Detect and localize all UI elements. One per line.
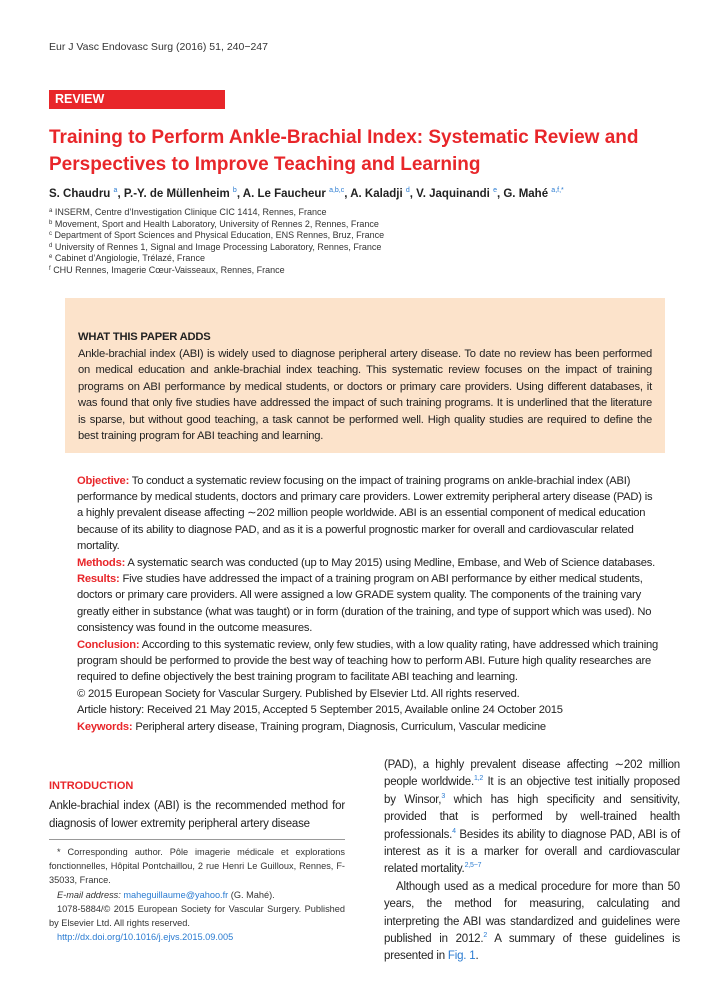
email-note: E-mail address: maheguillaume@yahoo.fr (G. Mahé). bbox=[57, 889, 275, 900]
paragraph: Although used as a medical procedure for more than 50 years, the method for measuring, calculating and interpreting the ABI was standardized and guidelines were published in 2012.$^2$ A summary of these guidelines is presented in Fig. 1. bbox=[384, 880, 680, 963]
left-column bbox=[49, 757, 345, 944]
right-column-text bbox=[384, 757, 680, 966]
article-history: Article history: Received 21 May 2015, Accepted 5 September 2015, Available online 24 October 2015 bbox=[77, 704, 563, 717]
footnotes bbox=[49, 845, 345, 944]
box-text: Ankle-brachial index (ABI) is widely used to diagnose peripheral artery disease. To date no review has been performed on medical education and ankle-brachial index teaching. This systematic review focuses on the impact of training programs on ABI performance by medical students, or doctors or primary care providers. Using different databases, it was found that only five studies have addressed the impact of such training programs. It is underlined that the literature is sparse, but without good teaching, a task cannot be performed well. High quality studies are required to define the best training program for ABI teaching and learning. bbox=[78, 347, 652, 442]
author[interactable]: G. Mahé $^{a,f,*}$ bbox=[503, 187, 564, 200]
section-label: REVIEW bbox=[49, 90, 225, 109]
author[interactable]: V. Jaquinandi $^e$ bbox=[416, 187, 497, 200]
doi-link[interactable]: http://dx.doi.org/10.1016/j.ejvs.2015.09.005 bbox=[57, 932, 234, 943]
doi-note bbox=[49, 930, 345, 944]
author[interactable]: P.-Y. de Müllenheim $^b$ bbox=[123, 187, 237, 200]
abstract-methods: Methods: A systematic search was conducted (up to May 2015) using Medline, Embase, and Web of Science databases. bbox=[77, 556, 656, 569]
abstract-results: Results: Five studies have addressed the impact of a training program on ABI performance by either medical students, doctors or primary care providers. All were assigned a low GRADE system quality. The components of the training vary greatly either in substance (what was taught) or in form (duration of the training, and type of support which was used). No consistency was found in the outcome measures. bbox=[77, 572, 652, 635]
paragraph: (PAD), a highly prevalent disease affecting ∼202 million people worldwide.$^{1,2}$ It is an objective test initially proposed by Winsor,$^3$ which has high specificity and sensitivity, provided that is performed by well-trained health professionals.$^4$ Besides its ability to diagnose PAD, ABI is of interest as it is a marker for overall and cardiovascular related mortality.$^{2,5-7}$ bbox=[384, 759, 681, 876]
body-columns bbox=[49, 757, 680, 966]
affiliation: $^a$ INSERM, Centre d’Investigation Clinique CIC 1414, Rennes, France bbox=[49, 207, 327, 217]
introduction-text: Ankle-brachial index (ABI) is the recommended method for diagnosis of lower extremity peripheral artery disease bbox=[49, 800, 345, 830]
citation-ref[interactable]: 3 bbox=[441, 792, 446, 800]
abstract-conclusion: Conclusion: According to this systematic review, only few studies, with a low quality rating, have addressed which training program should be performed to provide the best way of teaching how to perform ABI. Future high quality researches are required to define objectively the best training program to facilitate ABI teaching and learning. bbox=[77, 638, 659, 684]
author[interactable]: S. Chaudru $^a$ bbox=[49, 187, 118, 200]
abstract-objective: Objective: To conduct a systematic review focusing on the impact of training programs on ankle-brachial index (ABI) performance by medical students, doctors and primary care providers. Lower extremity peripheral artery disease (PAD) is a highly prevalent disease affecting ∼202 million people worldwide. ABI is an essential component of medical education because of its ability to diagnose PAD, and as it is a powerful prognostic marker for overall and cardiovascular related mortality. bbox=[77, 474, 653, 553]
article-title: Training to Perform Ankle-Brachial Index: Systematic Review and Perspectives to Improve Teaching and Learning bbox=[49, 127, 639, 175]
affiliation: $^e$ Cabinet d’Angiologie, Trélazé, France bbox=[49, 253, 205, 263]
affiliation: $^f$ CHU Rennes, Imagerie Cœur-Vaisseaux, Rennes, France bbox=[49, 264, 285, 275]
author[interactable]: A. Kaladji $^d$ bbox=[350, 187, 410, 200]
abstract-copyright: © 2015 European Society for Vascular Surgery. Published by Elsevier Ltd. All rights reserved. bbox=[77, 687, 520, 700]
email-link[interactable]: maheguillaume@yahoo.fr bbox=[123, 889, 229, 900]
citation-ref[interactable]: 1,2 bbox=[473, 775, 484, 783]
corresponding-author-note: * Corresponding author. Pôle imagerie médicale et explorations fonctionnelles, Hôpital Pontchaillou, 2 rue Henri Le Guilloux, Rennes, F-35033, France. bbox=[49, 847, 345, 886]
author-list: S. Chaudru $^a$, P.-Y. de Müllenheim $^b$, A. Le Faucheur $^{a,b,c}$, A. Kaladji $^d$, V. Jaquinandi $^e$, G. Mahé $^{a,f,*}$ bbox=[49, 187, 564, 200]
affiliation: $^d$ University of Rennes 1, Signal and Image Processing Laboratory, Rennes, France bbox=[49, 241, 382, 252]
affiliation: $^c$ Department of Sport Sciences and Physical Education, ENS Rennes, Bruz, France bbox=[49, 230, 385, 240]
citation-ref[interactable]: 4 bbox=[452, 827, 456, 835]
introduction-heading: INTRODUCTION bbox=[49, 780, 134, 792]
citation-ref[interactable]: 2,5−7 bbox=[464, 862, 482, 870]
what-this-paper-adds-box bbox=[65, 298, 665, 453]
box-heading: WHAT THIS PAPER ADDS bbox=[78, 331, 211, 343]
affiliations bbox=[49, 207, 680, 276]
footnote-divider bbox=[49, 839, 345, 840]
abstract bbox=[77, 473, 661, 736]
author[interactable]: A. Le Faucheur $^{a,b,c}$ bbox=[242, 187, 345, 200]
issn-copyright: 1078-5884/© 2015 European Society for Vascular Surgery. Published by Elsevier Ltd. All rights reserved. bbox=[49, 903, 345, 929]
keywords: Keywords: Peripheral artery disease, Training program, Diagnosis, Curriculum, Vascular medicine bbox=[77, 720, 546, 733]
journal-citation: Eur J Vasc Endovasc Surg (2016) 51, 240−247 bbox=[49, 41, 268, 53]
affiliation: $^b$ Movement, Sport and Health Laboratory, University of Rennes 2, Rennes, France bbox=[49, 218, 379, 229]
figure-link[interactable]: Fig. 1 bbox=[447, 950, 476, 963]
citation-ref[interactable]: 2 bbox=[483, 932, 488, 940]
